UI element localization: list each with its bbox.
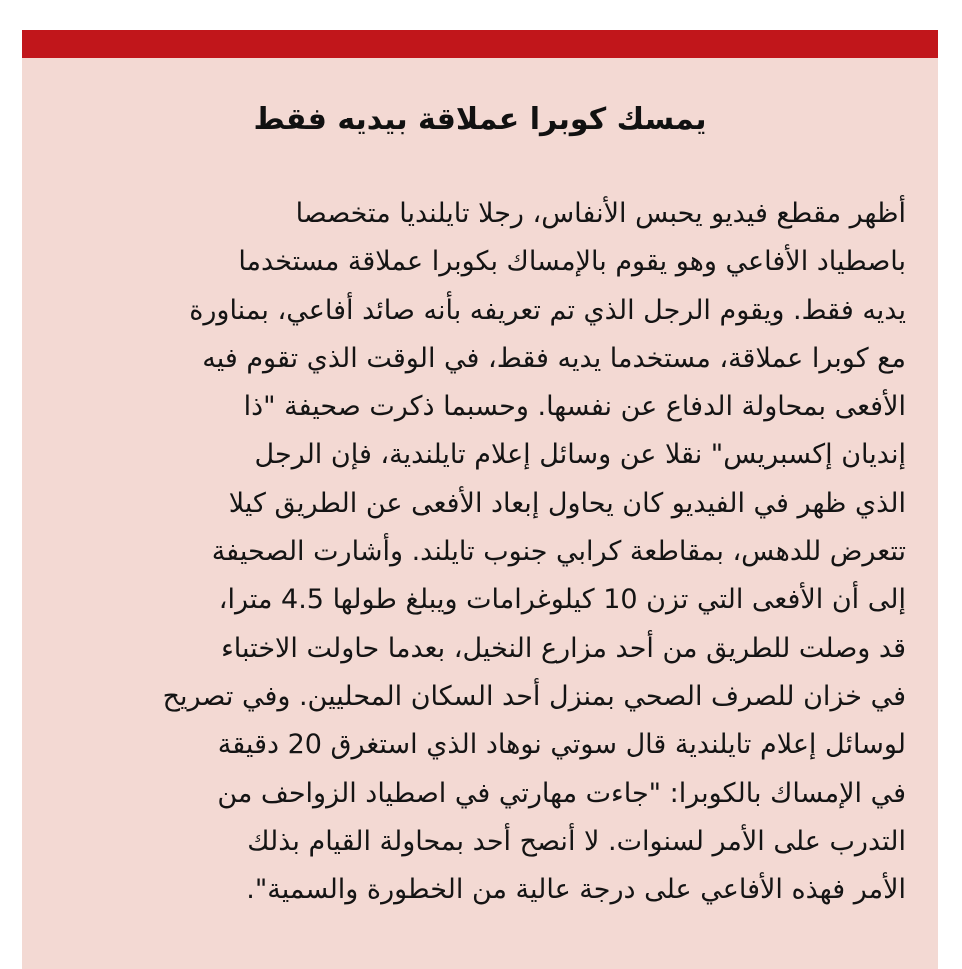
article-line: يديه فقط. ويقوم الرجل الذي تم تعريفه بأنه صائد أفاعي، بمناورة [189, 294, 906, 326]
article-line: إنديان إكسبريس" نقلا عن وسائل إعلام تايلندية، فإن الرجل [254, 439, 906, 471]
article-line: قد وصلت للطريق من أحد مزارع النخيل، بعدما حاولت الاختباء [221, 632, 906, 664]
article-line: لوسائل إعلام تايلندية قال سوتي نوهاد الذي استغرق 20 دقيقة [217, 729, 906, 761]
article-panel [22, 30, 938, 969]
article-line: الأمر فهذه الأفاعي على درجة عالية من الخطورة والسمية". [246, 874, 906, 906]
article-line: باصطياد الأفاعي وهو يقوم بالإمساك بكوبرا عملاقة مستخدما [238, 246, 906, 278]
article-line: الذي ظهر في الفيديو كان يحاول إبعاد الأفعى عن الطريق كيلا [228, 487, 906, 519]
article-line: الأفعى بمحاولة الدفاع عن نفسها. وحسبما ذكرت صحيفة "ذا [243, 391, 906, 423]
article-line: التدرب على الأمر لسنوات. لا أنصح أحد بمحاولة القيام بذلك [247, 825, 906, 857]
article-line: إلى أن الأفعى التي تزن 10 كيلوغرامات ويبلغ طولها 4.5 مترا، [218, 584, 906, 616]
accent-bar [22, 30, 938, 58]
article-line: في الإمساك بالكوبرا: "جاءت مهارتي في اصطياد الزواحف من [217, 777, 906, 809]
article-line: مع كوبرا عملاقة، مستخدما يديه فقط، في الوقت الذي تقوم فيه [202, 342, 906, 374]
article-headline: يمسك كوبرا عملاقة بيديه فقط [253, 102, 707, 137]
article-body [70, 190, 906, 914]
article-line: أظهر مقطع فيديو يحبس الأنفاس، رجلا تايلنديا متخصصا [295, 198, 906, 229]
article-line: في خزان للصرف الصحي بمنزل أحد السكان المحليين. وفي تصريح [162, 680, 906, 712]
article-line: تتعرض للدهس، بمقاطعة كرابي جنوب تايلند. وأشارت الصحيفة [211, 536, 906, 568]
